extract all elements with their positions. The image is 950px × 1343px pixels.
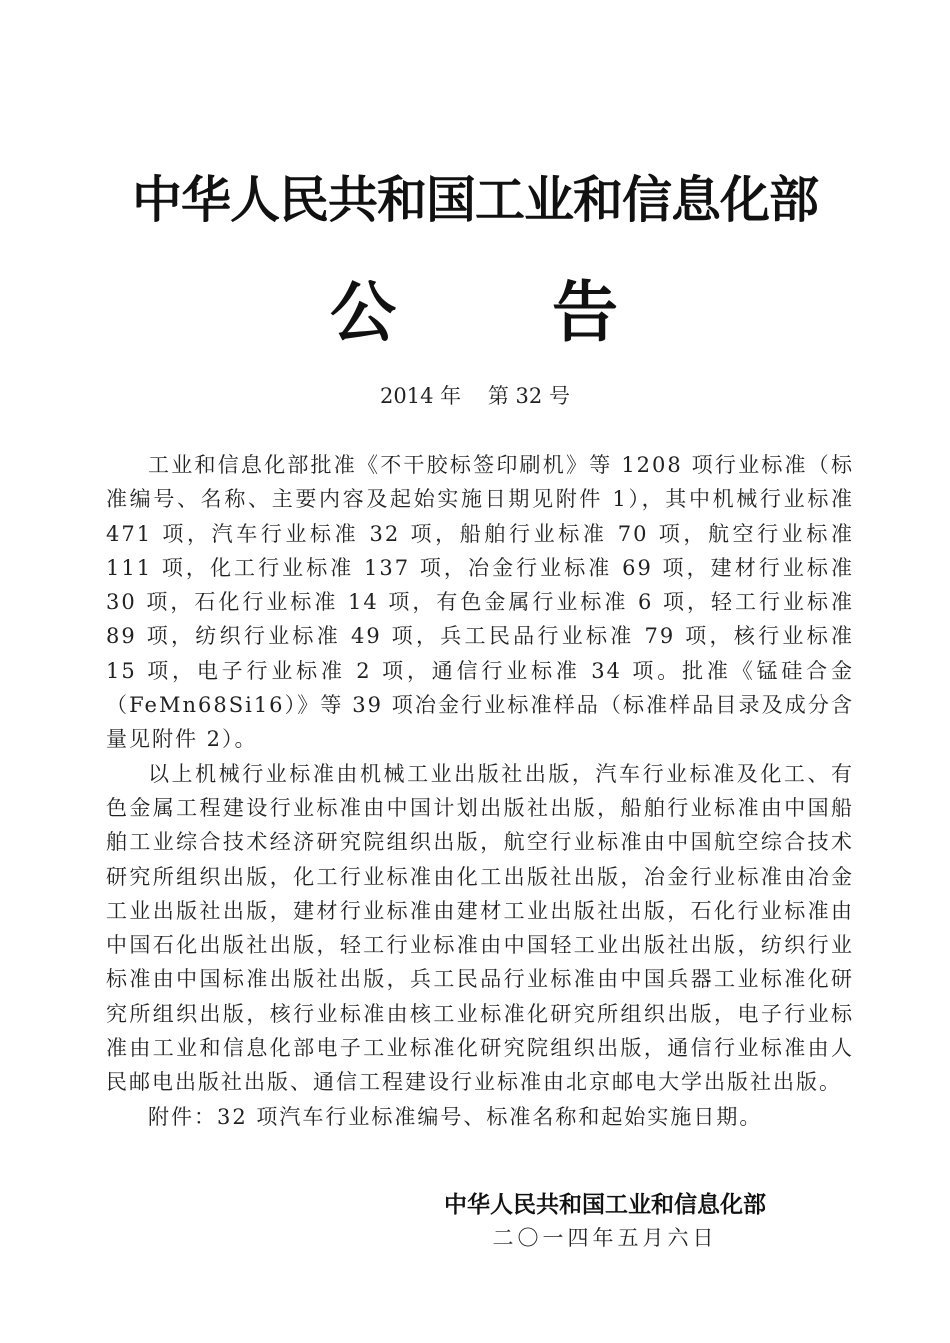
announcement-body: [106, 448, 854, 1134]
document-type-char-1: 公: [330, 274, 396, 351]
signature-date: 二〇一四年五月六日: [492, 1226, 718, 1250]
document-type-title: [330, 274, 620, 351]
body-paragraph: 以上机械行业标准由机械工业出版社出版，汽车行业标准及化工、有色金属工程建设行业标准由中国计划出版社出版，船舶行业标准由中国船舶工业综合技术经济研究院组织出版，航空行业标准由中国航空综合技术研究所组织出版，化工行业标准由化工出版社出版，冶金行业标准由冶金工业出版社出版，建材行业标准由建材工业出版社出版，石化行业标准由中国石化出版社出版，轻工行业标准由中国轻工业出版社出版，纺织行业标准由中国标准出版社出版，兵工民品行业标准由中国兵器工业标准化研究所组织出版，核行业标准由核工业标准化研究所组织出版，电子行业标准由工业和信息化部电子工业标准化研究院组织出版，通信行业标准由人民邮电出版社出版、通信工程建设行业标准由北京邮电大学出版社出版。: [106, 761, 854, 1095]
body-paragraph: 工业和信息化部批准《不干胶标签印刷机》等 1208 项行业标准（标准编号、名称、主要内容及起始实施日期见附件 1），其中机械行业标准 471 项，汽车行业标准 32 项，船舶行业标准 70 项，航空行业标准 111 项，化工行业标准 137 项，冶金行业标准 69 项，建材行业标准 30 项，石化行业标准 14 项，有色金属行业标准 6 项，轻工行业标准 89 项，纺织行业标准 49 项，兵工民品行业标准 79 项，核行业标准 15 项，电子行业标准 2 项，通信行业标准 34 项。批准《锰硅合金（FeMn68Si16）》等 39 项冶金行业标准样品（标准样品目录及成分含量见附件 2）。: [106, 453, 854, 752]
ministry-header: 中华人民共和国工业和信息化部: [132, 171, 818, 229]
document-number: 2014 年 第 32 号: [380, 384, 570, 408]
signature-organization: 中华人民共和国工业和信息化部: [444, 1192, 766, 1218]
attachment-note: 附件：32 项汽车行业标准编号、标准名称和起始实施日期。: [148, 1104, 763, 1129]
document-type-char-2: 告: [552, 274, 618, 351]
